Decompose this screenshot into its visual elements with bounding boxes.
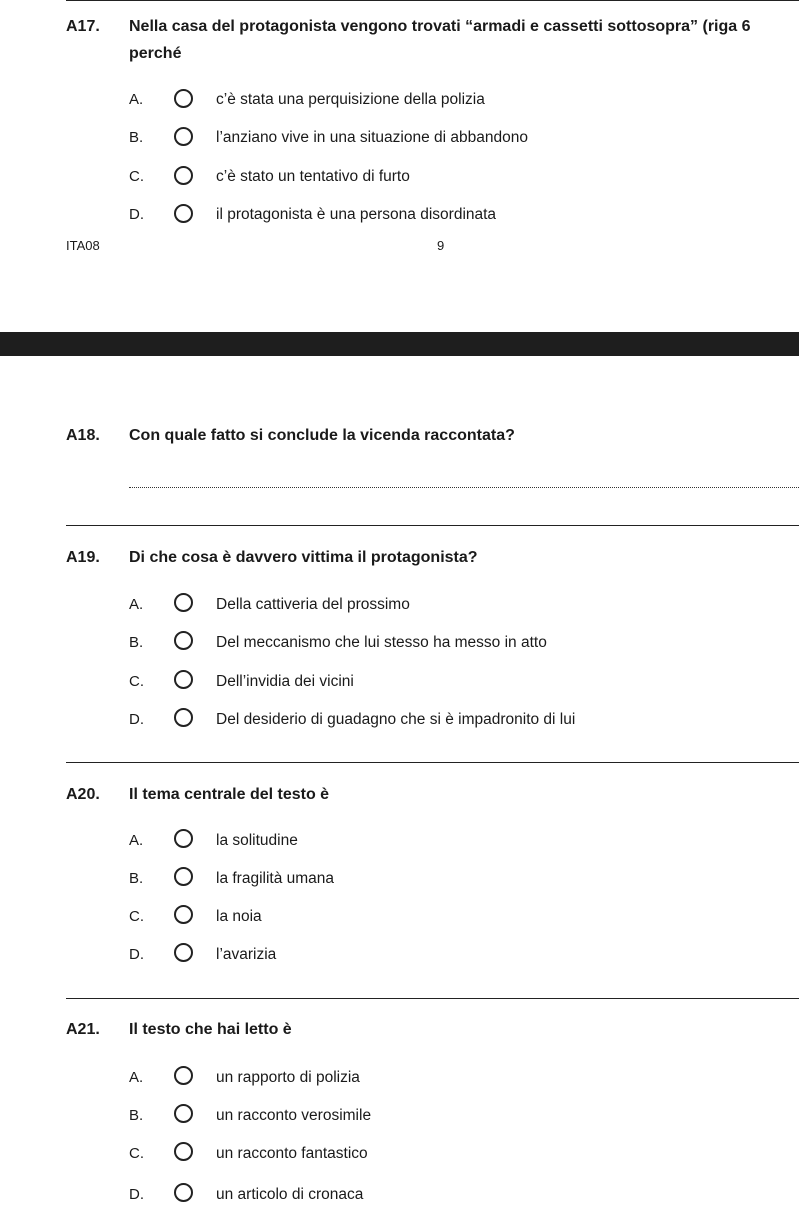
option-text: c’è stata una perquisizione della polizia — [216, 91, 485, 108]
radio-option-a20-a[interactable] — [174, 829, 193, 848]
option-text: Del desiderio di guadagno che si è impadronito di lui — [216, 711, 576, 728]
radio-option-a17-c[interactable] — [174, 166, 193, 185]
radio-option-a17-d[interactable] — [174, 204, 193, 223]
question-text-a17-line2: perché — [129, 45, 182, 62]
option-letter: D. — [129, 711, 144, 728]
option-text: Della cattiveria del prossimo — [216, 596, 410, 613]
question-text-a18: Con quale fatto si conclude la vicenda raccontata? — [129, 427, 515, 444]
radio-option-a21-a[interactable] — [174, 1066, 193, 1085]
option-letter: A. — [129, 596, 144, 613]
question-number-a20: A20. — [66, 786, 100, 803]
radio-option-a21-c[interactable] — [174, 1142, 193, 1161]
radio-option-a21-d[interactable] — [174, 1183, 193, 1202]
option-text: la solitudine — [216, 832, 298, 849]
option-letter: D. — [129, 946, 144, 963]
option-text: l’avarizia — [216, 946, 277, 963]
option-letter: C. — [129, 908, 144, 925]
option-text: un racconto fantastico — [216, 1145, 368, 1162]
question-number-a21: A21. — [66, 1021, 100, 1038]
question-text-a17-line1: Nella casa del protagonista vengono trovati “armadi e cassetti sottosopra” (riga 6 — [129, 18, 751, 35]
radio-option-a19-c[interactable] — [174, 670, 193, 689]
option-text: l’anziano vive in una situazione di abbandono — [216, 129, 528, 146]
radio-option-a20-d[interactable] — [174, 943, 193, 962]
radio-option-a19-b[interactable] — [174, 631, 193, 650]
section-divider — [66, 525, 799, 526]
radio-option-a17-b[interactable] — [174, 127, 193, 146]
radio-option-a20-c[interactable] — [174, 905, 193, 924]
option-letter: B. — [129, 634, 144, 651]
section-divider — [66, 762, 799, 763]
option-text: la noia — [216, 908, 262, 925]
answer-line-a18[interactable] — [129, 487, 799, 488]
question-number-a18: A18. — [66, 427, 100, 444]
option-text: un racconto verosimile — [216, 1107, 372, 1124]
option-letter: C. — [129, 1145, 144, 1162]
option-text: un rapporto di polizia — [216, 1069, 360, 1086]
option-letter: D. — [129, 206, 144, 223]
radio-option-a20-b[interactable] — [174, 867, 193, 886]
option-letter: A. — [129, 1069, 144, 1086]
option-letter: B. — [129, 1107, 144, 1124]
option-text: Dell’invidia dei vicini — [216, 673, 354, 690]
option-letter: A. — [129, 832, 144, 849]
option-text: la fragilità umana — [216, 870, 335, 887]
section-divider — [66, 998, 799, 999]
option-text: il protagonista è una persona disordinata — [216, 206, 497, 223]
question-number-a19: A19. — [66, 549, 100, 566]
option-text: Del meccanismo che lui stesso ha messo in atto — [216, 634, 547, 651]
question-text-a19: Di che cosa è davvero vittima il protagonista? — [129, 549, 478, 566]
page-number: 9 — [437, 238, 445, 253]
option-letter: B. — [129, 870, 144, 887]
option-letter: A. — [129, 91, 144, 108]
question-number-a17: A17. — [66, 18, 100, 35]
option-letter: D. — [129, 1186, 144, 1203]
question-text-a21: Il testo che hai letto è — [129, 1021, 292, 1038]
question-text-a20: Il tema centrale del testo è — [129, 786, 330, 803]
option-text: c’è stato un tentativo di furto — [216, 168, 410, 185]
top-divider — [66, 0, 799, 1]
radio-option-a19-d[interactable] — [174, 708, 193, 727]
page-separator-bar — [0, 332, 799, 356]
option-text: un articolo di cronaca — [216, 1186, 364, 1203]
option-letter: C. — [129, 168, 144, 185]
radio-option-a19-a[interactable] — [174, 593, 193, 612]
radio-option-a21-b[interactable] — [174, 1104, 193, 1123]
radio-option-a17-a[interactable] — [174, 89, 193, 108]
footer-code: ITA08 — [66, 238, 100, 253]
option-letter: B. — [129, 129, 144, 146]
option-letter: C. — [129, 673, 144, 690]
